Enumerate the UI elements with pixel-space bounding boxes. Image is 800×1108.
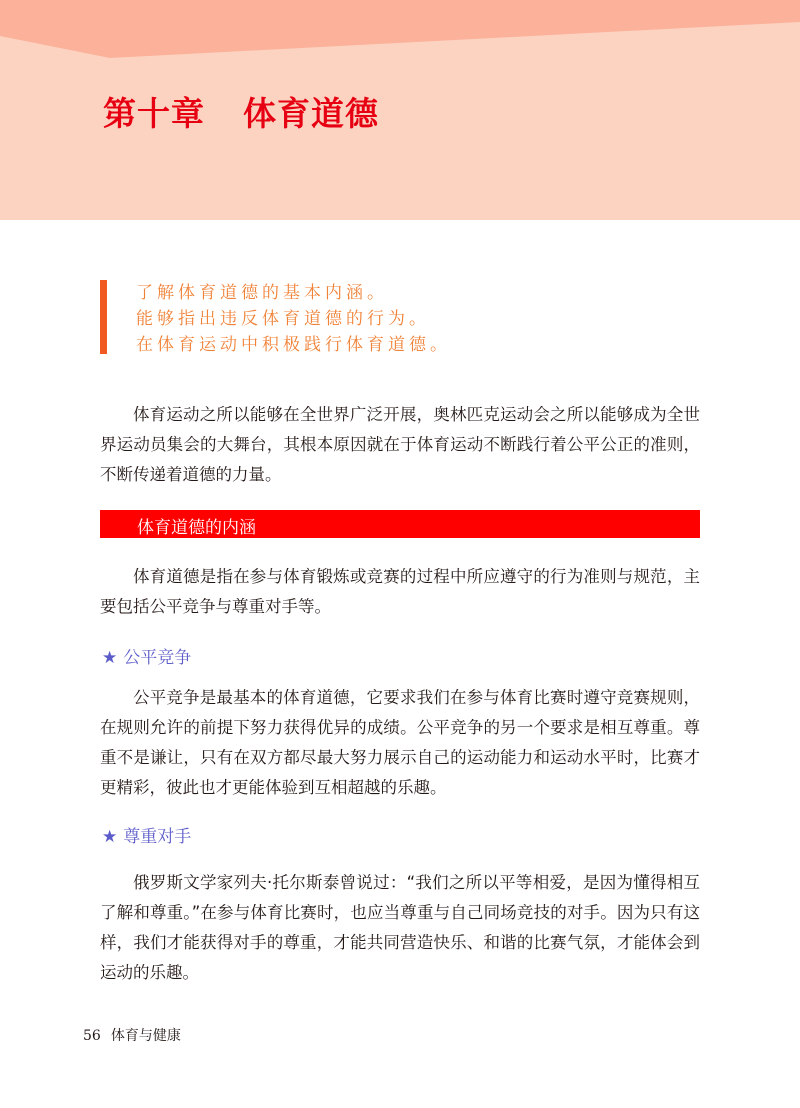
book-title: 体育与健康 (110, 1028, 181, 1044)
page-number: 56 (83, 1028, 101, 1044)
subsection-heading-respect (102, 822, 191, 847)
objective-item: 能够指出违反体育道德的行为。 (136, 309, 430, 329)
chapter-title (103, 88, 379, 135)
objective-item: 在体育运动中积极践行体育道德。 (136, 335, 451, 355)
intro-paragraph: 体育运动之所以能够在全世界广泛开展，奥林匹克运动会之所以能够成为全世界运动员集会的大舞台，其根本原因就在于体育运动不断践行着公平公正的准则，不断传递着道德的力量。 (100, 405, 700, 484)
objective-item: 了解体育道德的基本内涵。 (136, 283, 388, 303)
section-heading-bar (100, 510, 700, 538)
page-footer (83, 1025, 181, 1045)
subsection-title: 尊重对手 (123, 827, 192, 847)
objectives-accent-bar (100, 280, 107, 354)
fair-play-paragraph: 公平竞争是最基本的体育道德，它要求我们在参与体育比赛时遵守竞赛规则，在规则允许的前提下努力获得优异的成绩。公平竞争的另一个要求是相互尊重。尊重不是谦让，只有在双方都尽最大努力展示自己的运动能力和运动水平时，比赛才更精彩，彼此也才更能体验到互相超越的乐趣。 (100, 688, 700, 797)
chapter-header-band (0, 0, 800, 220)
respect-paragraph: 俄罗斯文学家列夫·托尔斯泰曾说过：“我们之所以平等相爱，是因为懂得相互了解和尊重。”在参与体育比赛时，也应当尊重与自己同场竞技的对手。因为只有这样，我们才能获得对手的尊重，才能共同营造快乐、和谐的比赛气氛，才能体会到运动的乐趣。 (100, 873, 700, 982)
chapter-number: 第十章 (103, 94, 205, 133)
star-icon: ★ (102, 827, 118, 847)
chapter-name: 体育道德 (243, 94, 379, 133)
subsection-heading-fair-play (102, 643, 191, 668)
subsection-title: 公平竞争 (123, 648, 192, 668)
header-top-shape (0, 0, 800, 58)
section-paragraph: 体育道德是指在参与体育锻炼或竞赛的过程中所应遵守的行为准则与规范，主要包括公平竞争与尊重对手等。 (100, 567, 700, 616)
section-heading: 体育道德的内涵 (137, 518, 256, 538)
star-icon: ★ (102, 648, 118, 668)
